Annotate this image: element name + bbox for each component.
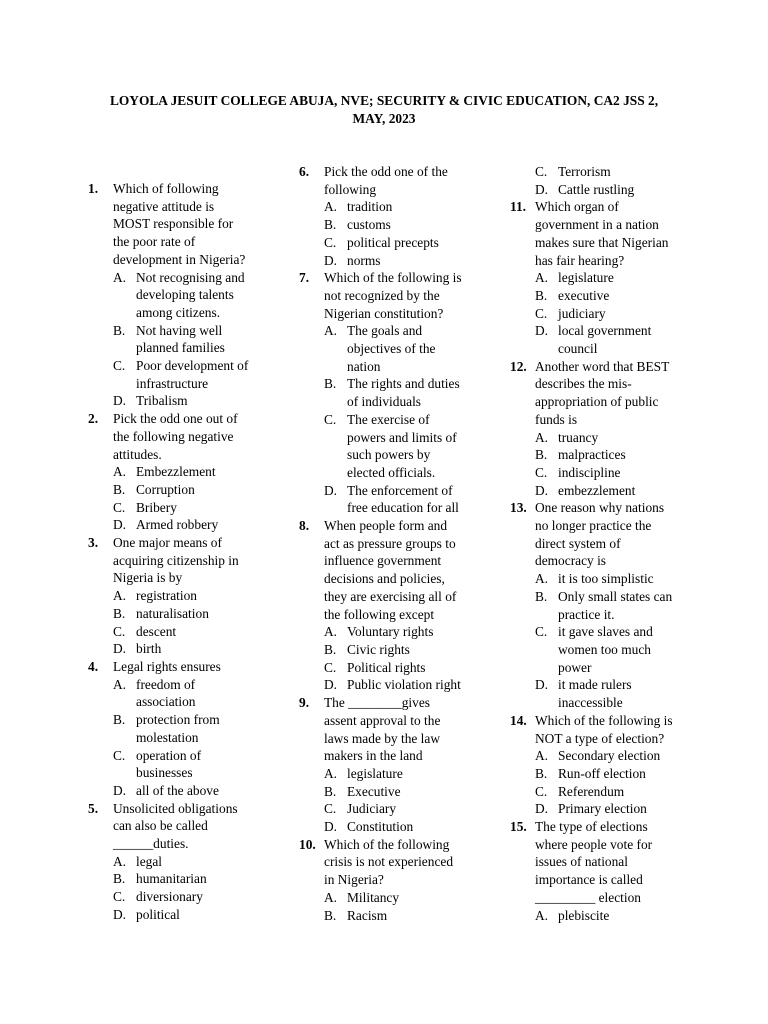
question-text-line: Nigerian constitution? bbox=[324, 305, 444, 321]
answer-option bbox=[324, 800, 474, 818]
option-text-line: Poor development of bbox=[136, 358, 249, 374]
answer-option bbox=[535, 588, 686, 623]
question-text-line: ______duties. bbox=[113, 836, 189, 852]
question-text-line: they are exercising all of bbox=[324, 588, 457, 604]
option-text-line: tradition bbox=[347, 199, 393, 215]
question-text-line: the following negative bbox=[113, 428, 234, 444]
option-letter: C. bbox=[324, 659, 337, 675]
option-text-line: Embezzlement bbox=[136, 464, 216, 480]
option-letter: C. bbox=[535, 305, 548, 321]
question-number: 12. bbox=[510, 358, 527, 374]
question-number: 5. bbox=[88, 800, 99, 816]
question-item bbox=[88, 800, 258, 924]
question-text-line: act as pressure groups to bbox=[324, 535, 456, 551]
option-letter: A. bbox=[535, 748, 549, 764]
question-item bbox=[510, 358, 686, 500]
question-text-line: attitudes. bbox=[113, 446, 162, 462]
question-text-line: Another word that BEST bbox=[535, 358, 670, 374]
option-letter: D. bbox=[113, 393, 127, 409]
option-letter: A. bbox=[113, 464, 127, 480]
option-text-line: political bbox=[136, 906, 180, 922]
answer-option bbox=[535, 305, 686, 323]
option-text-line: diversionary bbox=[136, 889, 203, 905]
option-text-line: local government bbox=[558, 323, 652, 339]
answer-option bbox=[535, 623, 686, 676]
answer-option bbox=[535, 676, 686, 711]
question-text-line: MOST responsible for bbox=[113, 216, 234, 232]
option-letter: B. bbox=[324, 641, 337, 657]
question-text-line: The type of elections bbox=[535, 819, 648, 835]
answer-option bbox=[535, 322, 686, 357]
question-text-line: negative attitude is bbox=[113, 198, 215, 214]
option-text-line: The exercise of bbox=[347, 411, 430, 427]
option-text-line: Only small states can bbox=[558, 588, 673, 604]
answer-option bbox=[113, 516, 258, 534]
question-text-line: The ________gives bbox=[324, 695, 430, 711]
option-letter: B. bbox=[535, 287, 548, 303]
option-letter: D. bbox=[535, 677, 549, 693]
answer-option bbox=[113, 623, 258, 641]
answer-option bbox=[324, 765, 474, 783]
option-letter: B. bbox=[113, 871, 126, 887]
answer-option bbox=[535, 429, 686, 447]
answer-option bbox=[113, 605, 258, 623]
option-text-line: Executive bbox=[347, 783, 401, 799]
option-text-line: association bbox=[136, 694, 196, 710]
option-text-line: Civic rights bbox=[347, 641, 410, 657]
question-text-line: the following except bbox=[324, 606, 435, 622]
answer-option bbox=[535, 570, 686, 588]
answer-option bbox=[535, 765, 686, 783]
option-text-line: Not recognising and bbox=[136, 269, 245, 285]
question-number: 6. bbox=[299, 164, 310, 179]
option-letter: B. bbox=[324, 907, 337, 923]
option-text-line: powers and limits of bbox=[347, 429, 457, 445]
option-text-line: Terrorism bbox=[558, 164, 611, 179]
answer-option bbox=[324, 783, 474, 801]
option-text-line: nation bbox=[347, 358, 381, 374]
option-letter: D. bbox=[324, 252, 338, 268]
option-text-line: Political rights bbox=[347, 659, 426, 675]
option-text-line: registration bbox=[136, 588, 197, 604]
answer-option bbox=[113, 392, 258, 410]
question-item bbox=[299, 694, 474, 836]
answer-option bbox=[535, 446, 686, 464]
option-text-line: truancy bbox=[558, 429, 599, 445]
answer-option bbox=[324, 818, 474, 836]
option-letter: B. bbox=[113, 322, 126, 338]
option-letter: D. bbox=[113, 641, 127, 657]
answer-option bbox=[113, 463, 258, 481]
option-letter: D. bbox=[113, 517, 127, 533]
question-number: 3. bbox=[88, 535, 99, 551]
answer-option bbox=[324, 216, 474, 234]
answer-option bbox=[113, 587, 258, 605]
answer-option bbox=[535, 163, 686, 181]
option-letter: A. bbox=[324, 889, 338, 905]
option-text-line: Secondary election bbox=[558, 748, 661, 764]
option-text-line: inaccessible bbox=[558, 695, 623, 711]
question-text-line: Unsolicited obligations bbox=[113, 800, 238, 816]
question-text-line: crisis is not experienced bbox=[324, 854, 454, 870]
option-text-line: it gave slaves and bbox=[558, 624, 653, 640]
answer-option bbox=[324, 482, 474, 517]
option-text-line: free education for all bbox=[347, 500, 459, 516]
question-number: 11. bbox=[510, 199, 526, 215]
question-text-line: issues of national bbox=[535, 854, 628, 870]
option-letter: C. bbox=[113, 623, 126, 639]
option-text-line: customs bbox=[347, 217, 391, 233]
option-text-line: Armed robbery bbox=[136, 517, 219, 533]
option-letter: A. bbox=[113, 676, 127, 692]
answer-option bbox=[113, 711, 258, 746]
option-text-line: judiciary bbox=[558, 305, 606, 321]
option-text-line: legislature bbox=[347, 765, 403, 781]
option-text-line: power bbox=[558, 659, 592, 675]
option-text-line: The goals and bbox=[347, 323, 423, 339]
question-text-line: direct system of bbox=[535, 535, 621, 551]
question-text-line: makes sure that Nigerian bbox=[535, 234, 669, 250]
option-letter: B. bbox=[535, 588, 548, 604]
question-number: 9. bbox=[299, 695, 310, 711]
option-letter: B. bbox=[113, 712, 126, 728]
option-letter: A. bbox=[113, 269, 127, 285]
option-text-line: indiscipline bbox=[558, 464, 621, 480]
option-text-line: all of the above bbox=[136, 782, 219, 798]
question-number: 15. bbox=[510, 819, 527, 835]
answer-option bbox=[113, 481, 258, 499]
option-text-line: freedom of bbox=[136, 676, 196, 692]
question-item bbox=[88, 410, 258, 534]
option-letter: D. bbox=[535, 181, 549, 197]
option-text-line: executive bbox=[558, 287, 610, 303]
answer-option bbox=[324, 252, 474, 270]
answer-option bbox=[113, 357, 258, 392]
option-text-line: Tribalism bbox=[136, 393, 188, 409]
question-text-line: decisions and policies, bbox=[324, 571, 445, 587]
option-letter: C. bbox=[113, 747, 126, 763]
option-text-line: objectives of the bbox=[347, 341, 436, 357]
option-letter: C. bbox=[324, 411, 337, 427]
answer-option bbox=[324, 641, 474, 659]
question-number: 13. bbox=[510, 500, 527, 516]
question-text-line: democracy is bbox=[535, 553, 607, 569]
question-item bbox=[510, 499, 686, 711]
answer-option bbox=[113, 269, 258, 322]
option-letter: C. bbox=[535, 464, 548, 480]
question-text-line: Pick the odd one out of bbox=[113, 411, 238, 427]
question-text-line: has fair hearing? bbox=[535, 252, 625, 268]
option-letter: C. bbox=[113, 358, 126, 374]
option-text-line: Judiciary bbox=[347, 801, 397, 817]
question-text-line: One reason why nations bbox=[535, 500, 665, 516]
answer-option bbox=[324, 411, 474, 482]
answer-option bbox=[113, 640, 258, 658]
document-title bbox=[90, 92, 678, 128]
option-letter: A. bbox=[324, 765, 338, 781]
question-text-line: development in Nigeria? bbox=[113, 251, 246, 267]
option-text-line: infrastructure bbox=[136, 375, 209, 391]
question-text-line: following bbox=[324, 181, 377, 197]
option-letter: B. bbox=[113, 605, 126, 621]
question-text-line: appropriation of public bbox=[535, 394, 659, 410]
option-text-line: Cattle rustling bbox=[558, 181, 635, 197]
question-item bbox=[88, 534, 258, 658]
option-letter: C. bbox=[324, 234, 337, 250]
answer-option bbox=[324, 907, 474, 925]
option-letter: D. bbox=[113, 782, 127, 798]
question-text-line: government in a nation bbox=[535, 217, 659, 233]
option-letter: A. bbox=[535, 270, 549, 286]
question-column-3 bbox=[510, 163, 686, 924]
answer-option bbox=[324, 234, 474, 252]
option-text-line: Constitution bbox=[347, 819, 414, 835]
answer-option bbox=[324, 889, 474, 907]
answer-option bbox=[535, 269, 686, 287]
answer-option bbox=[535, 783, 686, 801]
option-text-line: Primary election bbox=[558, 801, 647, 817]
option-letter: D. bbox=[535, 323, 549, 339]
option-text-line: naturalisation bbox=[136, 605, 209, 621]
answer-option bbox=[113, 870, 258, 888]
option-text-line: Militancy bbox=[347, 889, 400, 905]
option-letter: B. bbox=[324, 376, 337, 392]
answer-option bbox=[535, 482, 686, 500]
option-letter: D. bbox=[324, 482, 338, 498]
option-text-line: embezzlement bbox=[558, 482, 636, 498]
question-item bbox=[88, 180, 258, 410]
question-number: 2. bbox=[88, 411, 99, 427]
option-letter: C. bbox=[113, 499, 126, 515]
question-text-line: Pick the odd one of the bbox=[324, 164, 448, 179]
option-letter: A. bbox=[324, 323, 338, 339]
option-text-line: developing talents bbox=[136, 287, 234, 303]
option-letter: B. bbox=[324, 217, 337, 233]
option-text-line: Voluntary rights bbox=[347, 624, 434, 640]
option-letter: D. bbox=[535, 801, 549, 817]
option-text-line: practice it. bbox=[558, 606, 615, 622]
option-text-line: political precepts bbox=[347, 234, 439, 250]
option-text-line: plebiscite bbox=[558, 907, 610, 923]
answer-option bbox=[535, 800, 686, 818]
option-text-line: legislature bbox=[558, 270, 614, 286]
question-text-line: can also be called bbox=[113, 818, 208, 834]
question-text-line: _________ election bbox=[535, 889, 641, 905]
question-text-line: Legal rights ensures bbox=[113, 658, 221, 674]
option-text-line: it is too simplistic bbox=[558, 571, 654, 587]
question-text-line: Which of the following is bbox=[535, 712, 673, 728]
question-item bbox=[510, 818, 686, 924]
option-letter: A. bbox=[535, 571, 549, 587]
option-letter: D. bbox=[324, 819, 338, 835]
option-text-line: businesses bbox=[136, 765, 193, 781]
answer-option bbox=[535, 747, 686, 765]
question-item bbox=[299, 269, 474, 517]
answer-option bbox=[113, 676, 258, 711]
option-letter: A. bbox=[324, 199, 338, 215]
question-text-line: funds is bbox=[535, 411, 578, 427]
option-letter: B. bbox=[535, 765, 548, 781]
answer-option bbox=[324, 676, 474, 694]
option-text-line: humanitarian bbox=[136, 871, 207, 887]
question-text-line: no longer practice the bbox=[535, 518, 652, 534]
option-text-line: council bbox=[558, 341, 598, 357]
question-item bbox=[299, 517, 474, 694]
question-text-line: Which of following bbox=[113, 181, 219, 196]
option-letter: A. bbox=[535, 907, 549, 923]
option-letter: B. bbox=[324, 783, 337, 799]
question-text-line: in Nigeria? bbox=[324, 872, 384, 888]
option-text-line: The rights and duties bbox=[347, 376, 460, 392]
answer-option bbox=[535, 907, 686, 925]
title-line-1: LOYOLA JESUIT COLLEGE ABUJA, NVE; SECURITY & CIVIC EDUCATION, CA2 JSS 2, bbox=[109, 93, 659, 108]
option-letter: C. bbox=[535, 164, 548, 179]
option-text-line: such powers by bbox=[347, 447, 431, 463]
question-text-line: assent approval to the bbox=[324, 712, 441, 728]
question-text-line: influence government bbox=[324, 553, 442, 569]
option-text-line: women too much bbox=[558, 641, 651, 657]
question-text-line: NOT a type of election? bbox=[535, 730, 665, 746]
question-text-line: makers in the land bbox=[324, 748, 423, 764]
option-text-line: operation of bbox=[136, 747, 202, 763]
question-text-line: One major means of bbox=[113, 535, 222, 551]
question-item bbox=[299, 836, 474, 925]
question-number: 1. bbox=[88, 181, 99, 196]
question-text-line: Nigeria is by bbox=[113, 570, 183, 586]
question-text-line: When people form and bbox=[324, 518, 448, 534]
option-letter: C. bbox=[535, 783, 548, 799]
question-item bbox=[510, 198, 686, 357]
answer-option bbox=[113, 747, 258, 782]
answer-option bbox=[324, 375, 474, 410]
answer-option bbox=[535, 287, 686, 305]
question-column-2 bbox=[299, 163, 474, 924]
option-text-line: Public violation right bbox=[347, 677, 461, 693]
question-number: 8. bbox=[299, 518, 310, 534]
answer-option bbox=[113, 782, 258, 800]
option-letter: A. bbox=[535, 429, 549, 445]
option-text-line: norms bbox=[347, 252, 381, 268]
option-text-line: Run-off election bbox=[558, 765, 646, 781]
option-text-line: Bribery bbox=[136, 499, 177, 515]
question-item bbox=[299, 163, 474, 269]
answer-option bbox=[113, 853, 258, 871]
option-text-line: Referendum bbox=[558, 783, 625, 799]
option-letter: D. bbox=[535, 482, 549, 498]
answer-option bbox=[324, 322, 474, 375]
question-text-line: the poor rate of bbox=[113, 234, 196, 250]
question-text-line: acquiring citizenship in bbox=[113, 552, 239, 568]
answer-option bbox=[113, 499, 258, 517]
answer-option bbox=[324, 623, 474, 641]
option-text-line: The enforcement of bbox=[347, 482, 453, 498]
answer-option bbox=[324, 198, 474, 216]
option-text-line: Racism bbox=[347, 907, 388, 923]
question-number: 7. bbox=[299, 270, 310, 286]
answer-option bbox=[113, 888, 258, 906]
option-text-line: Corruption bbox=[136, 481, 195, 497]
question-text-line: not recognized by the bbox=[324, 287, 440, 303]
option-text-line: birth bbox=[136, 641, 162, 657]
question-text-line: laws made by the law bbox=[324, 730, 441, 746]
question-text-line: Which of the following bbox=[324, 836, 450, 852]
question-text-line: where people vote for bbox=[535, 836, 653, 852]
option-letter: D. bbox=[113, 906, 127, 922]
option-text-line: Not having well bbox=[136, 322, 223, 338]
question-number: 4. bbox=[88, 658, 99, 674]
option-letter: C. bbox=[324, 801, 337, 817]
question-column-1 bbox=[88, 180, 258, 924]
option-text-line: protection from bbox=[136, 712, 220, 728]
answer-option bbox=[113, 906, 258, 924]
question-item bbox=[510, 712, 686, 818]
option-letter: D. bbox=[324, 677, 338, 693]
option-text-line: of individuals bbox=[347, 394, 422, 410]
option-letter: A. bbox=[324, 624, 338, 640]
answer-option bbox=[324, 659, 474, 677]
question-text-line: Which organ of bbox=[535, 199, 619, 215]
question-number: 10. bbox=[299, 836, 316, 852]
option-letter: C. bbox=[535, 624, 548, 640]
question-item bbox=[88, 658, 258, 800]
answer-option bbox=[535, 464, 686, 482]
option-text-line: molestation bbox=[136, 729, 199, 745]
option-letter: C. bbox=[113, 889, 126, 905]
option-text-line: legal bbox=[136, 853, 163, 869]
question-text-line: describes the mis- bbox=[535, 376, 632, 392]
option-letter: A. bbox=[113, 588, 127, 604]
question-number: 14. bbox=[510, 712, 527, 728]
option-text-line: elected officials. bbox=[347, 464, 436, 480]
option-letter: A. bbox=[113, 853, 127, 869]
option-text-line: among citizens. bbox=[136, 304, 221, 320]
option-text-line: it made rulers bbox=[558, 677, 632, 693]
title-line-2: MAY, 2023 bbox=[352, 111, 416, 126]
option-letter: B. bbox=[113, 481, 126, 497]
option-text-line: descent bbox=[136, 623, 177, 639]
answer-option bbox=[113, 322, 258, 357]
option-text-line: planned families bbox=[136, 340, 225, 356]
question-text-line: importance is called bbox=[535, 872, 643, 888]
question-text-line: Which of the following is bbox=[324, 270, 462, 286]
option-letter: B. bbox=[535, 447, 548, 463]
option-text-line: malpractices bbox=[558, 447, 626, 463]
answer-option bbox=[535, 181, 686, 199]
question-item bbox=[510, 163, 686, 198]
